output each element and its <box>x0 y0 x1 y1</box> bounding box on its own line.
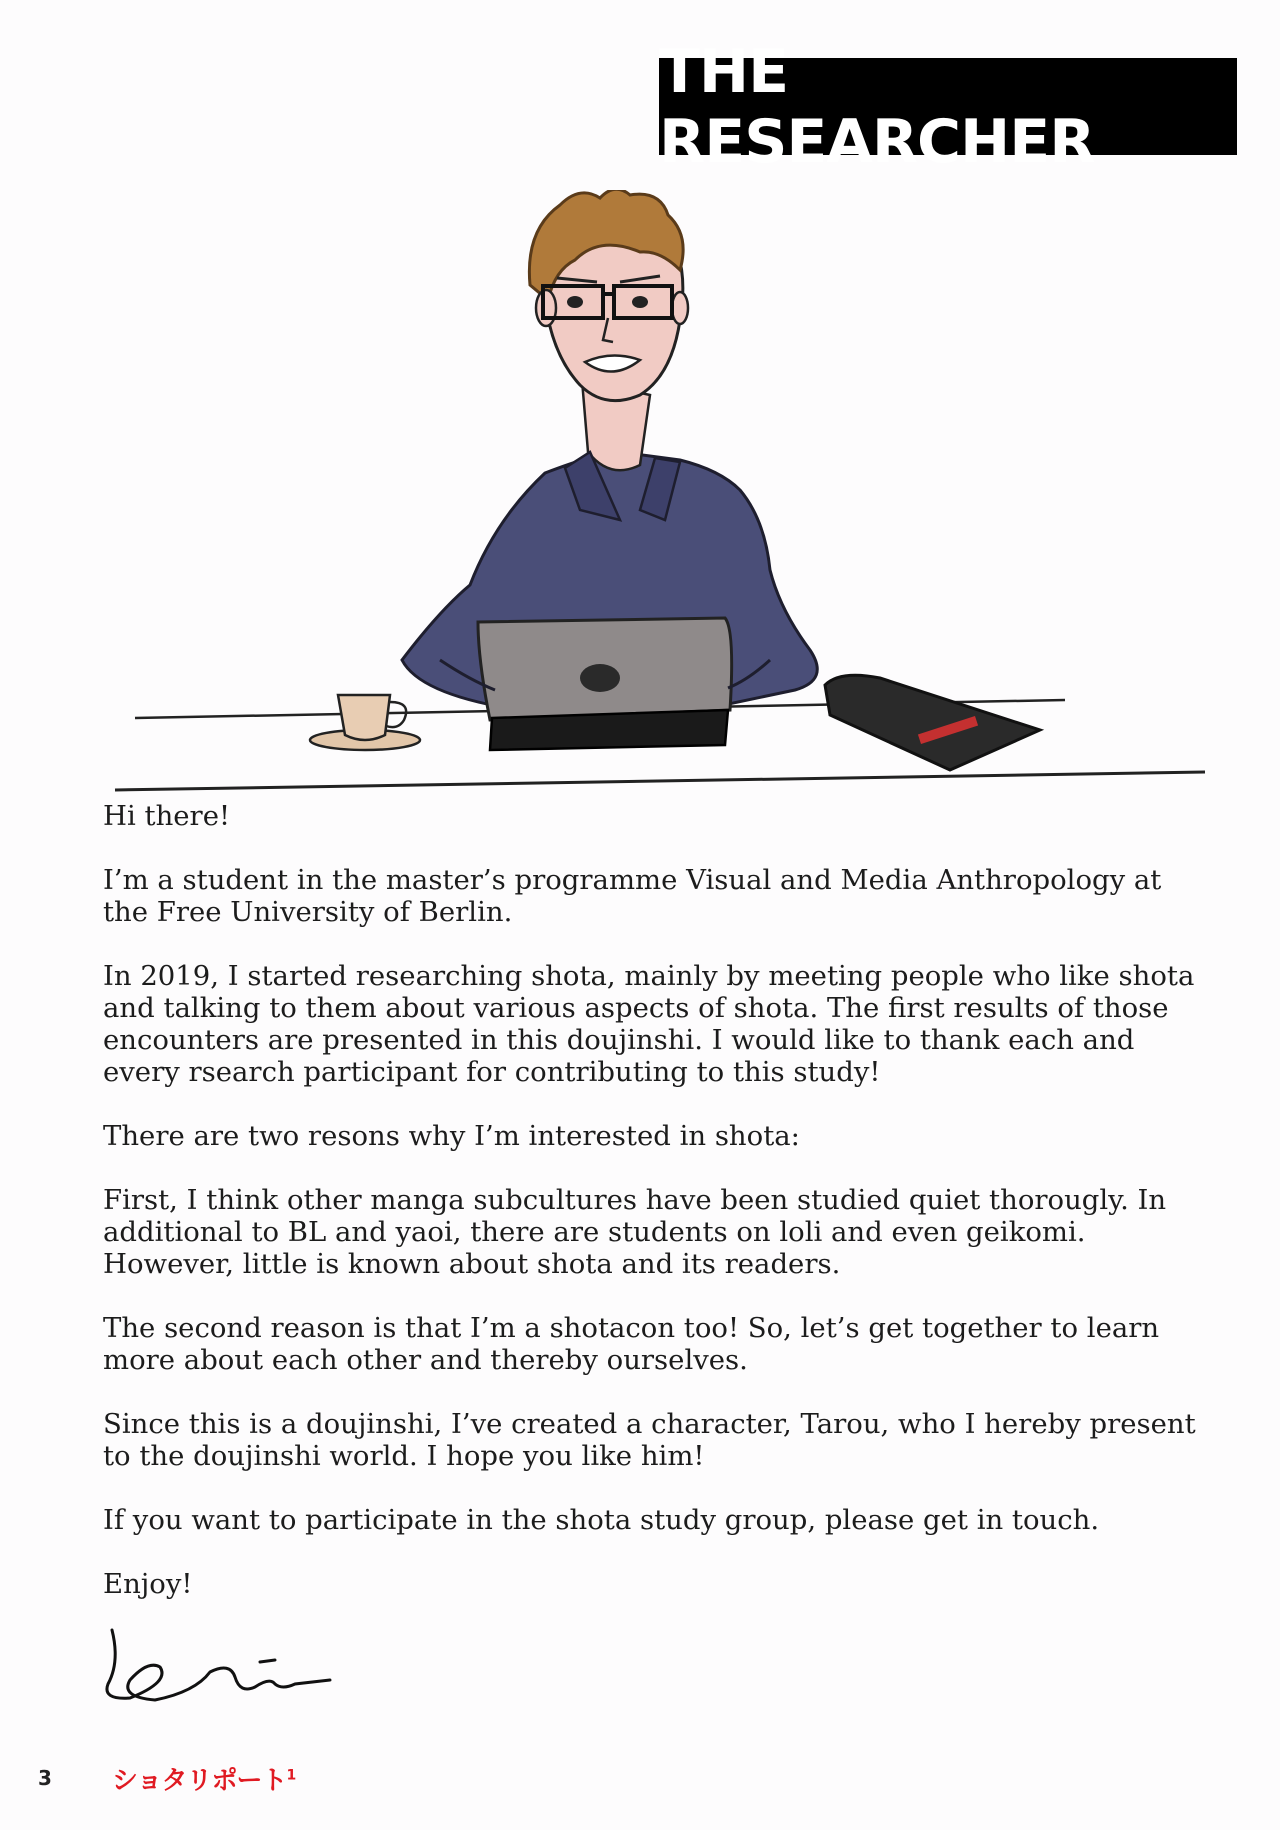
signature <box>100 1622 340 1712</box>
paragraph: If you want to participate in the shota study group, please get in touch. <box>103 1504 1100 1536</box>
letter-body <box>103 800 1213 1632</box>
greeting: Hi there! <box>103 800 231 832</box>
desk-front-line <box>115 772 1205 790</box>
logo-text: ショタリポート <box>112 1766 287 1796</box>
laptop-logo-icon <box>580 664 620 692</box>
right-ear <box>672 292 688 324</box>
paragraph: The second reason is that I’m a shotacon too! So, let’s get together to learn more about each other and thereby ourselves. <box>103 1312 1160 1376</box>
publication-logo <box>112 1760 295 1797</box>
right-eye <box>632 296 648 308</box>
page-number: 3 <box>38 1766 52 1790</box>
paragraph: In 2019, I started researching shota, mainly by meeting people who like shota and talking to them about various aspects of shota. The first results of those encounters are presented in this doujinshi. I would like to thank each and every rsearch participant for contributing to this study! <box>103 960 1195 1088</box>
laptop-base <box>490 710 728 750</box>
closing: Enjoy! <box>103 1568 193 1600</box>
paragraph: Since this is a doujinshi, I’ve created a character, Tarou, who I hereby present to the doujinshi world. I hope you like him! <box>103 1408 1196 1472</box>
page-title <box>659 36 1237 177</box>
left-eye <box>567 296 583 308</box>
paragraph: There are two resons why I’m interested in shota: <box>103 1120 800 1152</box>
coffee-cup <box>338 695 390 740</box>
book <box>825 675 1040 770</box>
paragraph: First, I think other manga subcultures have been studied quiet thorougly. In additional to BL and yaoi, there are students on loli and even geikomi. However, little is known about shota and its readers. <box>103 1184 1167 1280</box>
paragraph: I’m a student in the master’s programme Visual and Media Anthropology at the Free University of Berlin. <box>103 864 1162 928</box>
researcher-illustration <box>0 190 1280 800</box>
page-title-text: THE RESEARCHER <box>659 36 1095 177</box>
left-ear <box>536 290 556 326</box>
logo-superscript: 1 <box>286 1767 296 1784</box>
